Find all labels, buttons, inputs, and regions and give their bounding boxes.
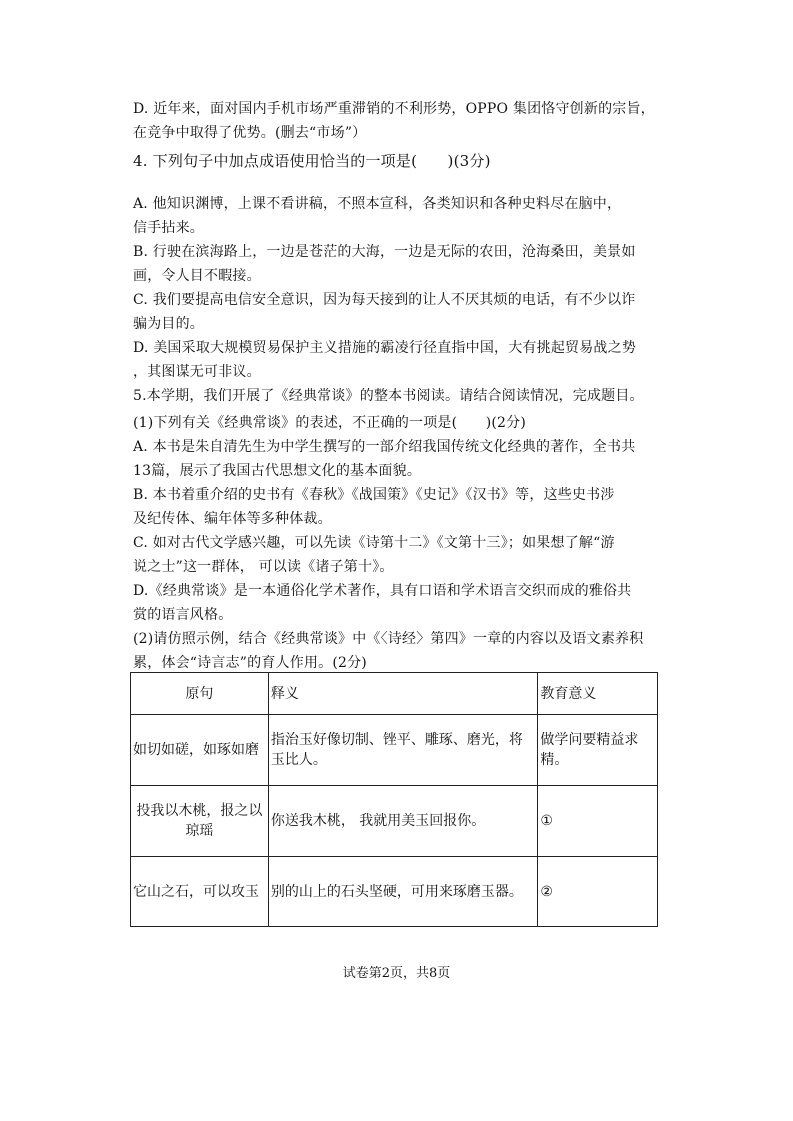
table-row bbox=[131, 857, 658, 927]
table-header-row bbox=[131, 673, 658, 715]
q5-option-a-cont: 13篇，展示了我国古代思想文化的基本面貌。 bbox=[133, 463, 422, 479]
question-4-stem: 4. 下列句子中加点成语使用恰当的一项是( )(3分) bbox=[133, 152, 491, 170]
q5-option-d: D.《经典常谈》是一本通俗化学术著作，具有口语和学术语言交织而成的雅俗共 bbox=[133, 583, 632, 599]
cell-meaning: 你送我木桃， 我就用美玉回报你。 bbox=[268, 786, 538, 857]
header-significance: 教育意义 bbox=[538, 673, 658, 715]
answer-blank-2: ② bbox=[538, 857, 658, 927]
cell-original: 它山之石，可以攻玉 bbox=[131, 857, 269, 927]
header-meaning: 释义 bbox=[268, 673, 538, 715]
q4-option-d: D. 美国采取大规模贸易保护主义措施的霸凌行径直指中国，大有挑起贸易战之势 bbox=[133, 340, 637, 356]
q4-option-b: B. 行驶在滨海路上，一边是苍茫的大海，一边是无际的农田，沧海桑田，美景如 bbox=[133, 244, 636, 260]
page-footer: 试卷第2页，共8页 bbox=[342, 966, 451, 981]
q5-option-a: A. 本书是朱自清先生为中学生撰写的一部介绍我国传统文化经典的著作，全书共 bbox=[133, 439, 636, 455]
q4-option-a-cont: 信手拈来。 bbox=[133, 220, 204, 236]
q5-option-c: C. 如对古代文学感兴趣，可以先读《诗第十二》《文第十三》；如果想了解“游 bbox=[133, 535, 615, 551]
q5-sub2-stem: (2)请仿照示例，结合《经典常谈》中《〈诗经〉第四》一章的内容以及语文素养积 bbox=[133, 631, 644, 647]
q4-option-b-cont: 画，令人目不暇接。 bbox=[133, 268, 261, 284]
q5-option-c-cont: 说之士”这一群体， 可以读《诸子第十》。 bbox=[133, 559, 394, 575]
q4-option-d-cont: ，其图谋无可非议。 bbox=[133, 364, 261, 380]
poetry-table bbox=[130, 672, 658, 927]
q5-sub2-stem-cont: 累，体会“诗言志”的育人作用。(2分) bbox=[133, 655, 367, 671]
q4-option-c-cont: 骗为目的。 bbox=[133, 316, 204, 332]
cell-significance: 做学问要精益求精。 bbox=[538, 715, 658, 786]
q4-option-c: C. 我们要提高电信安全意识，因为每天接到的让人不厌其烦的电话，有不少以诈 bbox=[133, 292, 636, 308]
q5-sub1-stem: (1)下列有关《经典常谈》的表述，不正确的一项是( )(2分) bbox=[133, 415, 526, 431]
q4-option-a: A. 他知识渊博，上课不看讲稿，不照本宣科，各类知识和各种史料尽在脑中， bbox=[133, 196, 622, 212]
table-row bbox=[131, 715, 658, 786]
question-5-stem: 5.本学期，我们开展了《经典常谈》的整本书阅读。请结合阅读情况，完成题目。 bbox=[133, 388, 644, 404]
cell-original: 投我以木桃，报之以琼瑶 bbox=[131, 786, 269, 857]
header-original: 原句 bbox=[131, 673, 269, 715]
cell-original: 如切如磋，如琢如磨 bbox=[131, 715, 269, 786]
table-row bbox=[131, 786, 658, 857]
cell-meaning: 指治玉好像切制、锉平、雕琢、磨光，将玉比人。 bbox=[268, 715, 538, 786]
q5-option-b-cont: 及纪传体、编年体等多种体裁。 bbox=[133, 511, 332, 527]
option-d-text-cont: 在竞争中取得了优势。(删去“市场”） bbox=[133, 125, 367, 141]
q5-option-b: B. 本书着重介绍的史书有《春秋》《战国策》《史记》《汉书》等，这些史书涉 bbox=[133, 487, 615, 503]
option-d-text: D. 近年来，面对国内手机市场严重滞销的不利形势，OPPO 集团恪守创新的宗旨， bbox=[133, 101, 655, 117]
q5-option-d-cont: 赏的语言风格。 bbox=[133, 607, 233, 623]
answer-blank-1: ① bbox=[538, 786, 658, 857]
cell-meaning: 别的山上的石头坚硬，可用来琢磨玉器。 bbox=[268, 857, 538, 927]
